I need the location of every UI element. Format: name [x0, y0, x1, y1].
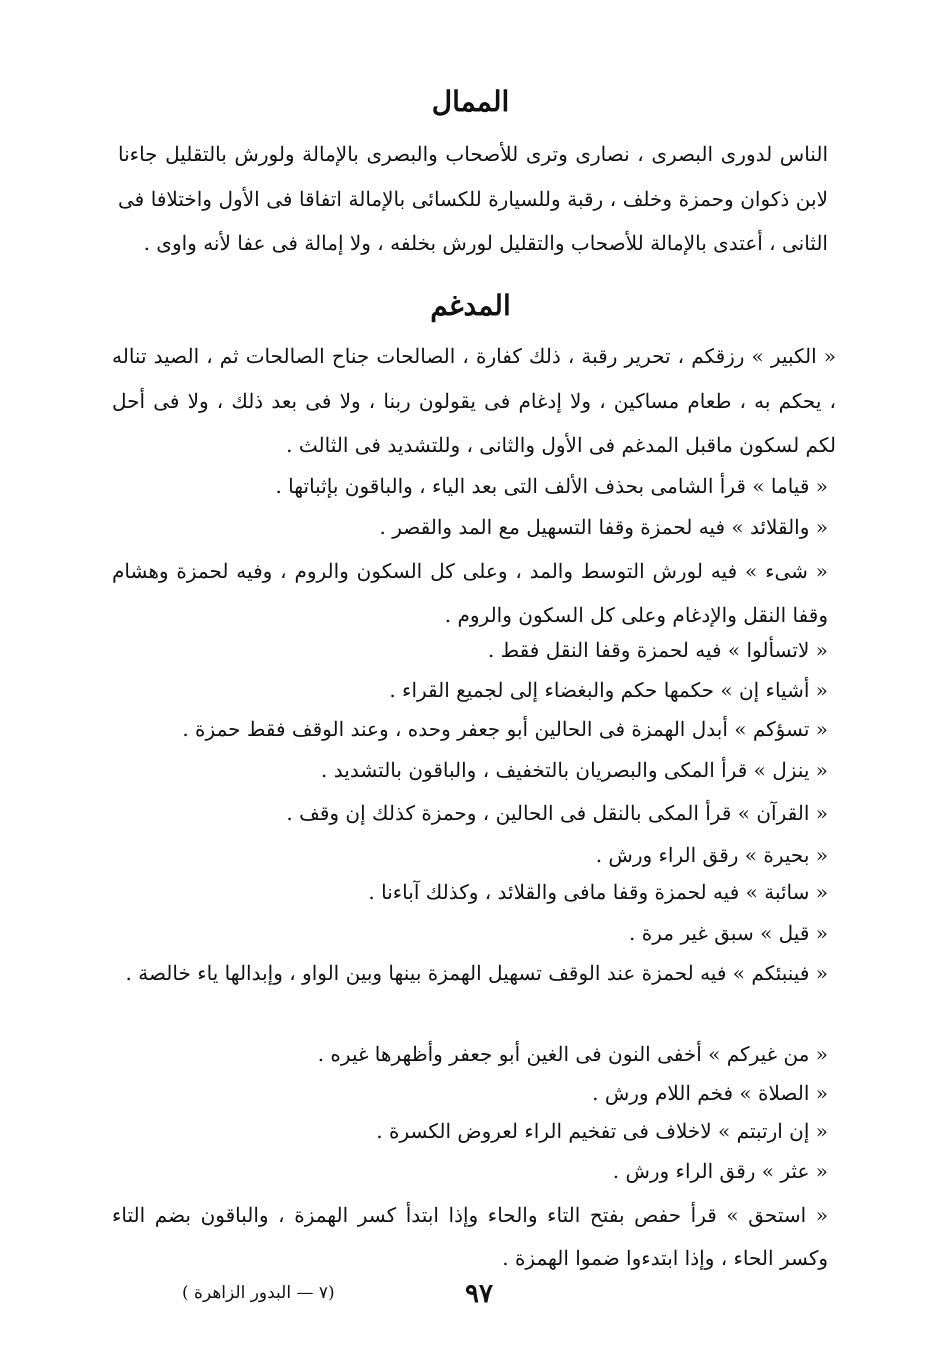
entry-saiba: « سائبة » فيه لحمزة وقفا مافى والقلائد ، وكذلك آباءنا .: [368, 880, 828, 904]
entry-shay: « شىء » فيه لورش التوسط والمد ، وعلى كل السكون والروم ، وفيه لحمزة وهشام وقفا النقل والإدغام وعلى كل السكون والروم .: [112, 559, 828, 627]
entry-qila: « قيل » سبق غير مرة .: [629, 921, 828, 945]
entry-ashya: « أشياء إن » حكمها حكم والبغضاء إلى لجميع القراء .: [389, 678, 828, 702]
entry-quran: « القرآن » قرأ المكى بالنقل فى الحالين ، وحمزة كذلك إن وقف .: [286, 801, 828, 825]
entry-salat: « الصلاة » فخم اللام ورش .: [592, 1081, 828, 1105]
idgham-paragraph: « الكبير » رزقكم ، تحرير رقبة ، ذلك كفارة ، الصالحات جناح الصالحات ثم ، الصيد تناله ، يحكم به ، طعام مساكين ، ولا إدغام فى يقولون ربنا ، ولا فى بعد ذلك ، ولا فى أحل لكم لسكون ماقبل المدغم فى الأول والثانى ، وللتشديد فى الثالث .: [112, 344, 837, 457]
entry-bahira: « بحيرة » رقق الراء ورش .: [595, 843, 828, 867]
entry-uthira: « عثر » رقق الراء ورش .: [612, 1159, 828, 1183]
entry-yunazzal: « ينزل » قرأ المكى والبصريان بالتخفيف ، والباقون بالتشديد .: [321, 758, 828, 782]
entry-min-ghayrikum: « من غيركم » أخفى النون فى الغين أبو جعفر وأظهرها غيره .: [317, 1042, 828, 1066]
entry-qalaid: « والقلائد » فيه لحمزة وقفا التسهيل مع المد والقصر .: [379, 515, 828, 539]
footer-note: (٧ — البدور الزاهرة ): [182, 1283, 335, 1303]
section-title-idgham: المدغم: [430, 289, 511, 322]
entry-tasukum: « تسؤكم » أبدل الهمزة فى الحالين أبو جعفر وحده ، وعند الوقف فقط حمزة .: [182, 717, 828, 741]
entry-la-tasalu: « لاتسألوا » فيه لحمزة وقفا النقل فقط .: [487, 638, 828, 662]
page-footer: [0, 1274, 941, 1314]
entry-istahaqqa: « استحق » قرأ حفص بفتح التاء والحاء وإذا ابتدأ كسر الهمزة ، والباقون بضم التاء وكسر الحاء ، وإذا ابتدءوا ضموا الهمزة .: [112, 1203, 828, 1270]
entry-in-irtabtum: « إن ارتبتم » لاخلاف فى تفخيم الراء لعروض الكسرة .: [376, 1119, 828, 1143]
section-title-imala: الممال: [431, 85, 510, 118]
entry-fayunabbiukum: « فينبئكم » فيه لحمزة عند الوقف تسهيل الهمزة بينها وبين الواو ، وإبدالها ياء خالصة .: [125, 961, 828, 985]
entry-qiyama: « قياما » قرأ الشامى بحذف الألف التى بعد الياء ، والباقون بإثباتها .: [275, 474, 828, 498]
page-number: ٩٧: [465, 1279, 493, 1309]
imala-paragraph: الناس لدورى البصرى ، نصارى وترى للأصحاب والبصرى بالإمالة ولورش بالتقليل جاءنا لابن ذكوان وحمزة وخلف ، رقبة وللسيارة للكسائى بالإمالة اتفاقا فى الأول واختلافا فى الثانى ، أعتدى بالإمالة للأصحاب والتقليل لورش بخلفه ، ولا إمالة فى عفا لأنه واوى .: [118, 142, 828, 255]
